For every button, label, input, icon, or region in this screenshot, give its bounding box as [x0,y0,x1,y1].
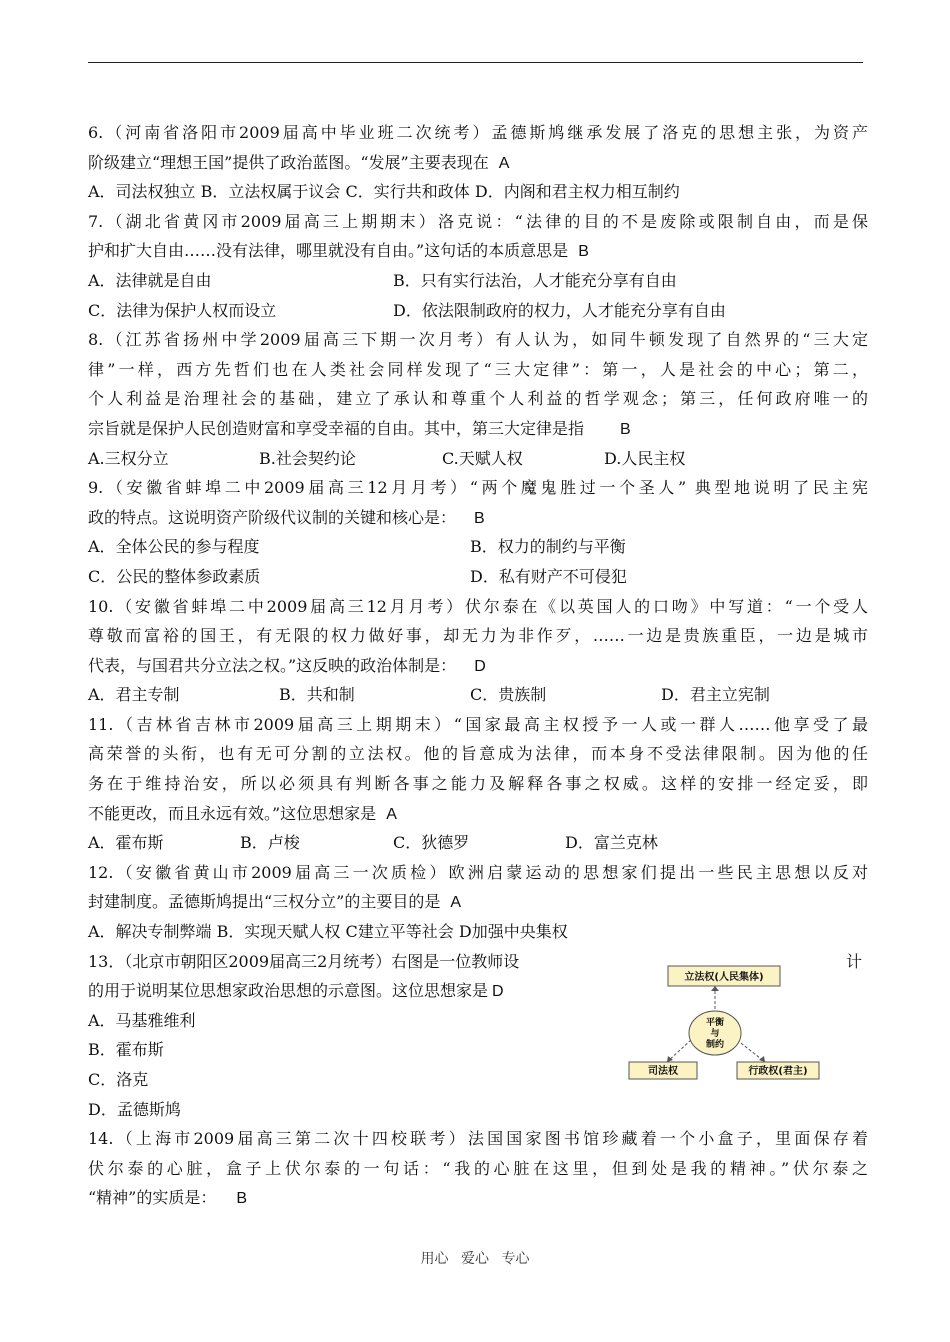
q6-stem-line-2 [88,148,868,178]
q7-stem-text: 护和扩大自由……没有法律，哪里就没有自由。”这句话的本质意思是 [88,241,569,261]
diagram-center-line-1: 平衡 [705,1018,725,1028]
footer-word-2: 爱心 [461,1251,489,1267]
q7-options-row-1 [88,266,868,296]
q8-option-c: C.天赋人权 [442,448,523,468]
q9-stem-line-2 [88,503,868,533]
q8-option-b: B.社会契约论 [259,448,356,468]
q13-stem-text-b: 计 [846,951,863,971]
q13-option-b: B．霍布斯 [88,1040,164,1060]
diagram-arrow-right [759,1056,765,1062]
q10-option-d: D．君主立宪制 [661,685,770,705]
q12-option-c: C建立平等社会 [345,922,454,942]
q11-stem-line-4 [88,799,868,829]
q10-answer: D [474,657,486,675]
q13-stem-text-a: 13．（北京市朝阳区2009届高三2月统考）右图是一位教师设 [88,951,520,971]
q14-stem-line-3 [88,1183,868,1213]
q12-answer: A [450,894,462,912]
q13-option-a: A．马基雅维利 [88,1010,196,1030]
q7-option-c: C．法律为保护人权而设立 [88,300,277,320]
q14-stem-line-1: 14.（上海市2009届高三第二次十四校联考）法国国家图书馆珍藏着一个小盒子，里面保存着 [88,1129,868,1149]
diagram-center-line-2: 与 [710,1029,720,1039]
q11-option-c: C．狄德罗 [393,833,470,853]
q14-answer: B [236,1190,248,1208]
q12-options [88,917,868,947]
diagram-arrow-top [711,986,719,991]
q8-stem-line-3: 个人利益是治理社会的基础，建立了承认和尊重个人利益的哲学观念；第三，任何政府唯一的 [88,389,868,409]
diagram-judicial-label: 司法权 [648,1066,678,1077]
footer-word-1: 用心 [420,1251,449,1267]
q10-option-a: A．君主专制 [88,685,180,705]
q6-option-d: D．内阁和君主权力相互制约 [474,182,680,202]
diagram-center-line-3: 制约 [705,1040,725,1050]
q11-stem-line-2: 高荣誉的头衔，也有无可分割的立法权。他的旨意成为法律，而本身不受法律限制。因为他的任 [88,744,868,764]
q12-option-b: B．实现天赋人权 [216,922,341,942]
q7-option-d: D．依法限制政府的权力，人才能充分享有自由 [393,300,726,320]
q12-option-d: D加强中央集权 [458,922,568,942]
header-rule [88,62,863,63]
q9-option-a: A．全体公民的参与程度 [88,537,260,557]
q8-stem-text: 宗旨就是保护人民创造财富和享受幸福的自由。其中，第三大定律是指 [88,418,585,438]
q7-options-row-2 [88,296,868,326]
q10-stem-line-2: 尊敬而富裕的国王，有无限的权力做好事，却无力为非作歹，……一边是贵族重臣，一边是城市 [88,626,868,646]
q14-stem-line-2: 伏尔泰的心脏，盒子上伏尔泰的一句话：“我的心脏在这里，但到处是我的精神。”伏尔泰之 [88,1158,868,1178]
q11-option-d: D．富兰克林 [565,833,658,853]
q9-stem-line-1: 9.（安徽省蚌埠二中2009届高三12月月考）“两个魔鬼胜过一个圣人” 典型地说明了民主宪 [88,478,868,498]
q11-option-a: A．霍布斯 [88,833,164,853]
q9-options-row-2 [88,562,868,592]
q6-option-b: B．立法权属于议会 [200,182,341,202]
q13-option-c: C．洛克 [88,1070,149,1089]
q11-stem-line-3: 务在于维持治安，所以必须具有判断各事之能力及解释各事之权威。这样的安排一经定妥，即 [88,774,868,794]
separation-of-powers-diagram [625,963,825,1081]
q6-option-a: A．司法权独立 [88,182,196,202]
q9-answer: B [474,509,485,527]
q13-stem-text: 的用于说明某位思想家政治思想的示意图。这位思想家是 [88,981,489,1001]
q13-option-d: D．孟德斯鸠 [88,1099,181,1119]
q7-option-a: A．法律就是自由 [88,270,212,290]
q11-answer: A [386,805,397,823]
q8-stem-line-1: 8.（江苏省扬州中学2009届高三下期一次月考）有人认为，如同牛顿发现了自然界的“三大定 [88,330,868,350]
q9-stem-text: 政的特点。这说明资产阶级代议制的关键和核心是： [88,507,457,527]
q10-option-b: B．共和制 [279,685,355,705]
footer-word-3: 专心 [501,1251,530,1267]
q6-stem-line-1: 6.（河南省洛阳市2009届高中毕业班二次统考）孟德斯鸠继承发展了洛克的思想主张，为资产 [88,123,868,142]
q9-option-d: D．私有财产不可侵犯 [470,566,627,586]
q8-stem-line-4 [88,414,868,444]
q6-options [88,177,868,207]
q6-stem-text: 阶级建立“理想王国”提供了政治蓝图。“发展”主要表现在 [88,152,489,172]
q6-option-c: C．实行共和政体 [345,182,470,202]
q13-answer: D [492,983,504,1001]
q9-option-c: C．公民的整体参政素质 [88,566,261,586]
q11-option-b: B．卢梭 [240,833,300,853]
q10-options [88,680,868,710]
q7-stem-line-2 [88,236,868,266]
q6-answer: A [498,154,510,172]
q11-stem-text: 不能更改，而且永远有效。”这位思想家是 [88,803,377,823]
q11-options [88,828,868,858]
q12-option-a: A．解决专制弊端 [88,922,212,942]
q10-option-c: C．贵族制 [470,685,547,705]
q8-answer: B [620,420,631,438]
q12-stem-line-1: 12.（安徽省黄山市2009届高三一次质检）欧洲启蒙运动的思想家们提出一些民主思想以反对 [88,862,868,882]
diagram-executive-label: 行政权(君主) [748,1066,808,1077]
diagram-legislative-label: 立法权(人民集体) [684,972,764,983]
q10-stem-line-3 [88,651,868,681]
q7-option-b: B．只有实行法治，人才能充分享有自由 [393,270,677,290]
q7-answer: B [578,243,589,261]
q12-stem-line-2 [88,887,868,917]
page-footer [0,1248,950,1268]
q8-stem-line-2: 律”一样，西方先哲们也在人类社会同样发现了“三大定律”：第一，人是社会的中心；第二， [88,359,868,379]
q10-stem-line-1: 10.（安徽省蚌埠二中2009届高三12月月考）伏尔泰在《以英国人的口吻》中写道：“一个受人 [88,596,868,616]
q8-options [88,444,868,474]
q11-stem-line-1: 11.（吉林省吉林市2009届高三上期期末）“国家最高主权授予一人或一群人……他享受了最 [88,714,868,734]
q10-stem-text: 代表，与国君共分立法之权。”这反映的政治体制是： [88,655,457,675]
q12-stem-text: 封建制度。孟德斯鸠提出“三权分立”的主要目的是 [88,892,441,912]
q7-stem-line-1: 7.（湖北省黄冈市2009届高三上期期末）洛克说：“法律的目的不是废除或限制自由，而是保 [88,211,868,231]
q8-option-d: D.人民主权 [604,448,686,468]
q9-options-row-1 [88,532,868,562]
q9-option-b: B．权力的制约与平衡 [470,537,626,557]
q14-stem-text: “精神”的实质是： [88,1188,217,1208]
q8-option-a: A.三权分立 [88,448,169,468]
